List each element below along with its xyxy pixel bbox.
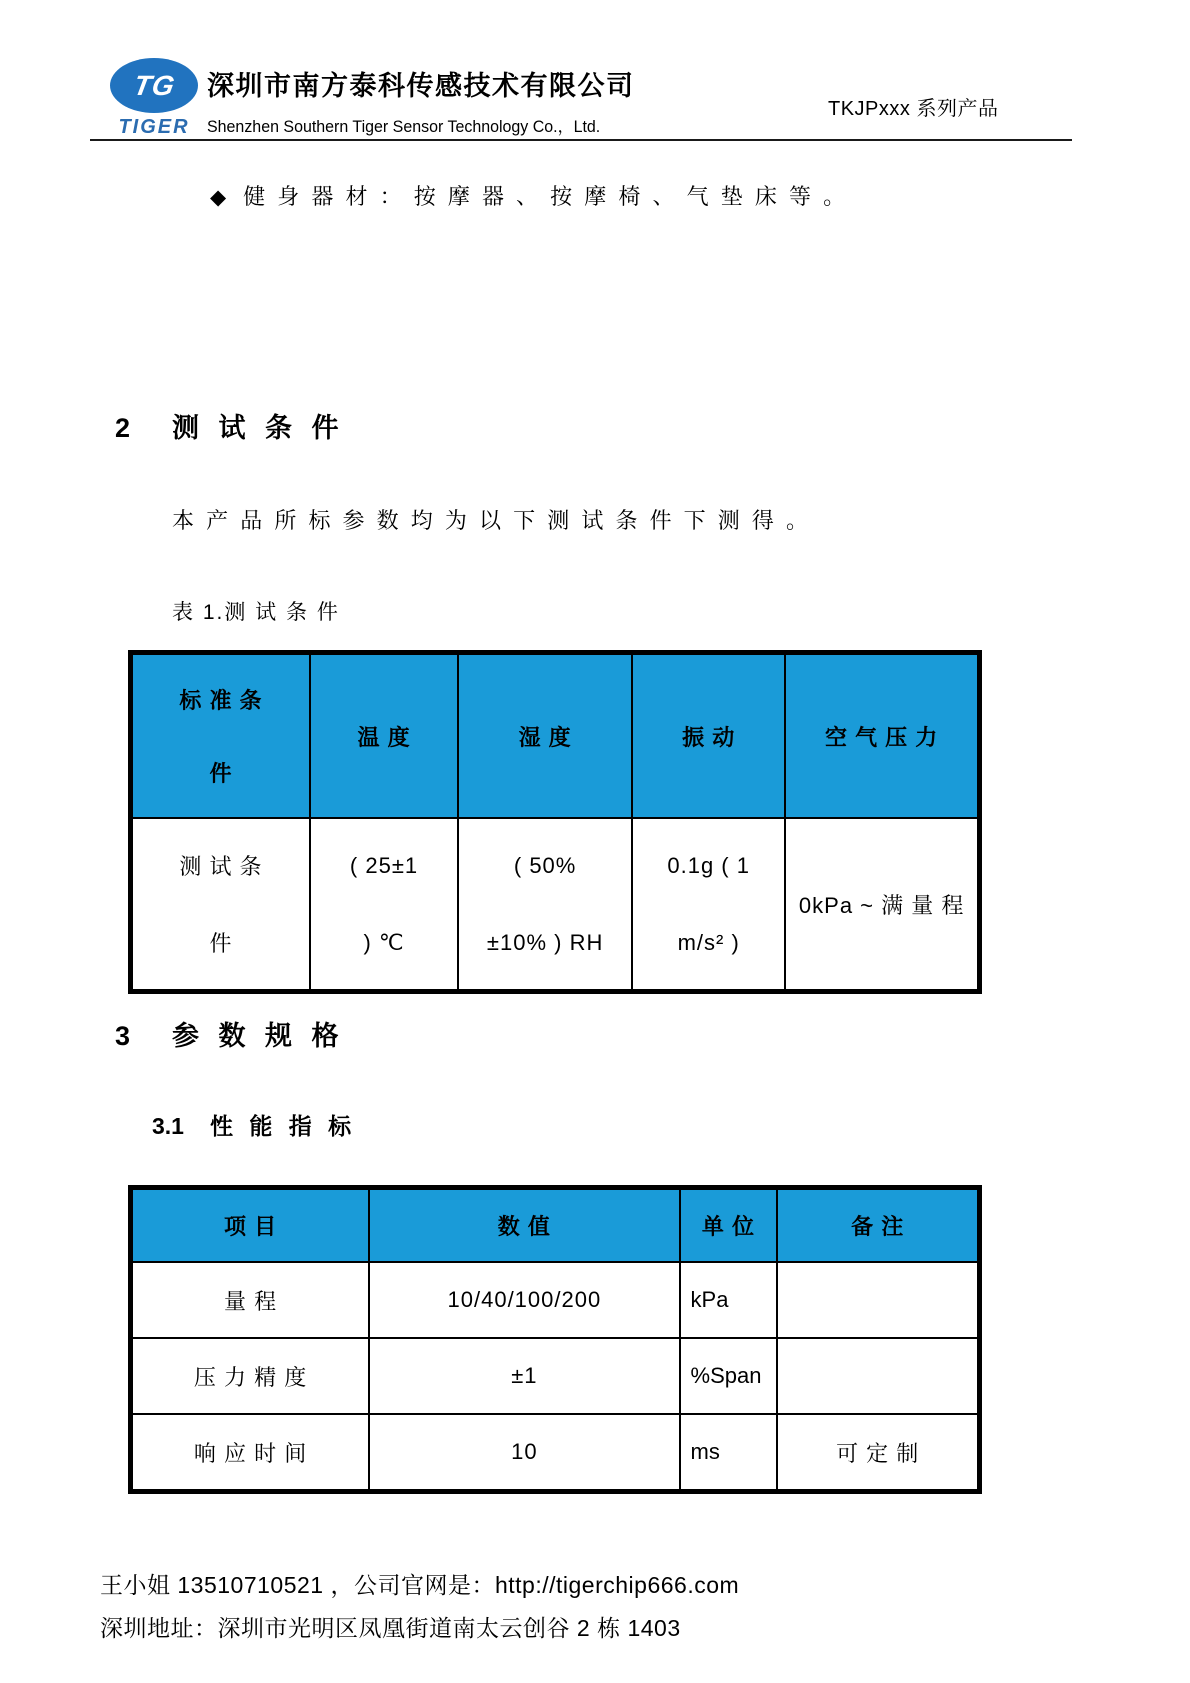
section-3-number: 3 (115, 1021, 131, 1051)
cell-note (776, 1263, 977, 1337)
cell-line: ±10% ) RH (486, 929, 604, 955)
table-row-accuracy (133, 1337, 977, 1413)
header-cell-line: 件 (209, 761, 233, 786)
test-conditions-table-data-row (133, 817, 977, 989)
cell-unit: kPa (679, 1263, 777, 1337)
section-2-paragraph: 本 产 品 所 标 参 数 均 为 以 下 测 试 条 件 下 测 得 。 (172, 508, 812, 533)
diamond-bullet-icon: ◆ (210, 186, 230, 209)
header-cell-line: 标 准 条 (179, 688, 263, 713)
cell-test-condition (133, 819, 309, 989)
header-cell-note: 备 注 (776, 1190, 977, 1261)
company-name-cn: 深圳市南方泰科传感技术有限公司 (207, 71, 635, 101)
header-cell-humidity: 湿 度 (457, 655, 631, 817)
cell-value: 10/40/100/200 (368, 1263, 678, 1337)
section-2-heading (115, 406, 345, 445)
footer-contact-line: 王小姐 13510710521 ，公司官网是：http://tigerchip666.com (100, 1572, 740, 1598)
cell-note (776, 1339, 977, 1413)
tiger-logo-ellipse-icon (110, 58, 198, 113)
bullet-text: 健 身 器 材 ： 按 摩 器 、 按 摩 椅 、 气 垫 床 等 。 (243, 184, 849, 209)
cell-value: ±1 (368, 1339, 678, 1413)
test-conditions-table-header-row (133, 655, 977, 817)
cell-line: m/s² ) (677, 929, 740, 955)
cell-item: 响 应 时 间 (193, 1440, 308, 1466)
footer-address-line: 深圳地址：深圳市光明区凤凰街道南太云创谷 2 栋 1403 (100, 1615, 681, 1641)
header-cell-vibration: 振 动 (631, 655, 784, 817)
cell-humidity-value (457, 819, 631, 989)
header-cell-item: 项 目 (224, 1214, 278, 1239)
table-row-range (133, 1261, 977, 1337)
tiger-logo-monogram: TG (130, 69, 178, 101)
application-bullet-item (210, 180, 848, 211)
cell-value: 10 (368, 1415, 678, 1489)
cell-line: 0.1g ( 1 (667, 852, 750, 878)
section-3-title: 参 数 规 格 (172, 1021, 345, 1051)
cell-unit: %Span (679, 1339, 777, 1413)
tiger-logo (106, 58, 202, 139)
section-3-1-title: 性 能 指 标 (209, 1113, 357, 1139)
section-2-title: 测 试 条 件 (172, 413, 345, 443)
table-row-response-time (133, 1413, 977, 1489)
performance-spec-table (128, 1185, 982, 1494)
tiger-logo-wordmark: TIGER (118, 116, 190, 138)
header-cell-air-pressure: 空 气 压 力 (784, 655, 977, 817)
footer (100, 1564, 739, 1650)
section-3-1-number: 3.1 (152, 1113, 184, 1139)
header-cell-unit: 单 位 (679, 1190, 777, 1261)
header-cell-temperature: 温 度 (309, 655, 457, 817)
cell-line: ( 25±1 (349, 852, 419, 878)
cell-item: 压 力 精 度 (193, 1364, 308, 1390)
section-3-heading (115, 1014, 345, 1053)
company-name-block (207, 64, 635, 137)
company-name-en: Shenzhen Southern Tiger Sensor Technology Co.，Ltd. (207, 117, 601, 136)
cell-item: 量 程 (224, 1288, 278, 1314)
header-divider (90, 139, 1072, 141)
cell-note: 可 定 制 (776, 1415, 977, 1489)
header-cell-value: 数 值 (368, 1190, 678, 1261)
performance-spec-header-row (133, 1190, 977, 1261)
section-3-1-heading (152, 1108, 356, 1141)
table-1-caption: 表 1.测 试 条 件 (172, 601, 340, 624)
cell-line: 测 试 条 (179, 854, 263, 879)
cell-unit: ms (679, 1415, 777, 1489)
cell-line: ( 50% (513, 852, 577, 878)
cell-vibration-value (631, 819, 784, 989)
cell-temperature-value (309, 819, 457, 989)
section-2-number: 2 (115, 413, 131, 443)
cell-line: ) ℃ (363, 929, 405, 955)
header-cell-standard-condition (133, 655, 309, 817)
cell-air-pressure-value: 0kPa ~ 满 量 程 (784, 819, 977, 989)
cell-line: 件 (209, 931, 233, 956)
test-conditions-table (128, 650, 982, 994)
product-series-label: TKJPxxx 系列产品 (828, 98, 999, 120)
